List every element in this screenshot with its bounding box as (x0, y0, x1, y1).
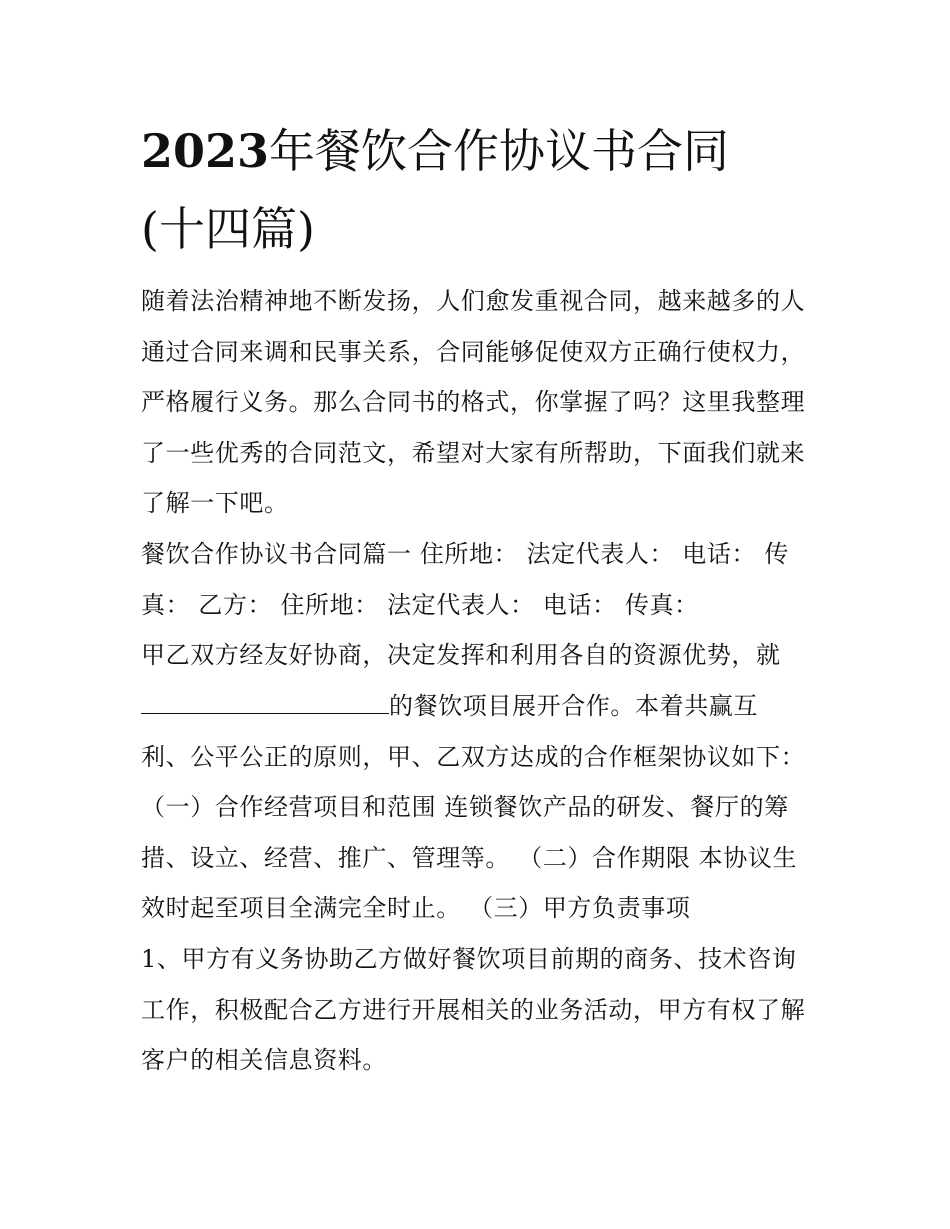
title-text: 年餐饮合作协议书合同 (269, 124, 730, 178)
paragraph-line: 工作，积极配合乙方进行开展相关的业务活动，甲方有权了解 (141, 996, 806, 1024)
paragraph-line: 1、甲方有义务协助乙方做好餐饮项目前期的商务、技术咨询 (141, 945, 797, 973)
title-subtitle: (十四篇) (141, 202, 315, 256)
paragraph-line: 餐饮合作协议书合同篇一 住所地： 法定代表人： 电话： 传 (141, 540, 789, 568)
paragraph-line: 措、设立、经营、推广、管理等。 （二）合作期限 本协议生 (141, 844, 798, 872)
paragraph-line: 客户的相关信息资料。 (141, 1046, 387, 1074)
paragraph-line: 甲乙双方经友好协商，决定发挥和利用各自的资源优势，就 (141, 641, 781, 669)
blank-line-text: 的餐饮项目展开合作。本着共赢互 (389, 692, 758, 720)
paragraph-line: 了一些优秀的合同范文，希望对大家有所帮助，下面我们就来 (141, 439, 806, 467)
paragraph-line: 随着法治精神地不断发扬，人们愈发重视合同，越来越多的人 (141, 287, 806, 315)
paragraph-line: （一）合作经营项目和范围 连锁餐饮产品的研发、餐厅的筹 (141, 793, 789, 821)
paragraph-line: 真： 乙方： 住所地： 法定代表人： 电话： 传真： (141, 591, 699, 619)
paragraph-line: 通过合同来调和民事关系，合同能够促使双方正确行使权力， (141, 338, 806, 366)
paragraph-line: 了解一下吧。 (141, 489, 289, 517)
paragraph-line: 严格履行义务。那么合同书的格式，你掌握了吗？这里我整理 (141, 388, 806, 416)
paragraph-line: 利、公平公正的原则，甲、乙双方达成的合作框架协议如下： (141, 743, 806, 771)
fill-in-blank (141, 691, 389, 714)
document-title (141, 112, 821, 268)
paragraph-line: 效时起至项目全满完全时止。 （三）甲方负责事项 (141, 894, 691, 922)
paragraph-line-with-blank (141, 689, 821, 723)
title-year: 2023 (141, 124, 270, 178)
